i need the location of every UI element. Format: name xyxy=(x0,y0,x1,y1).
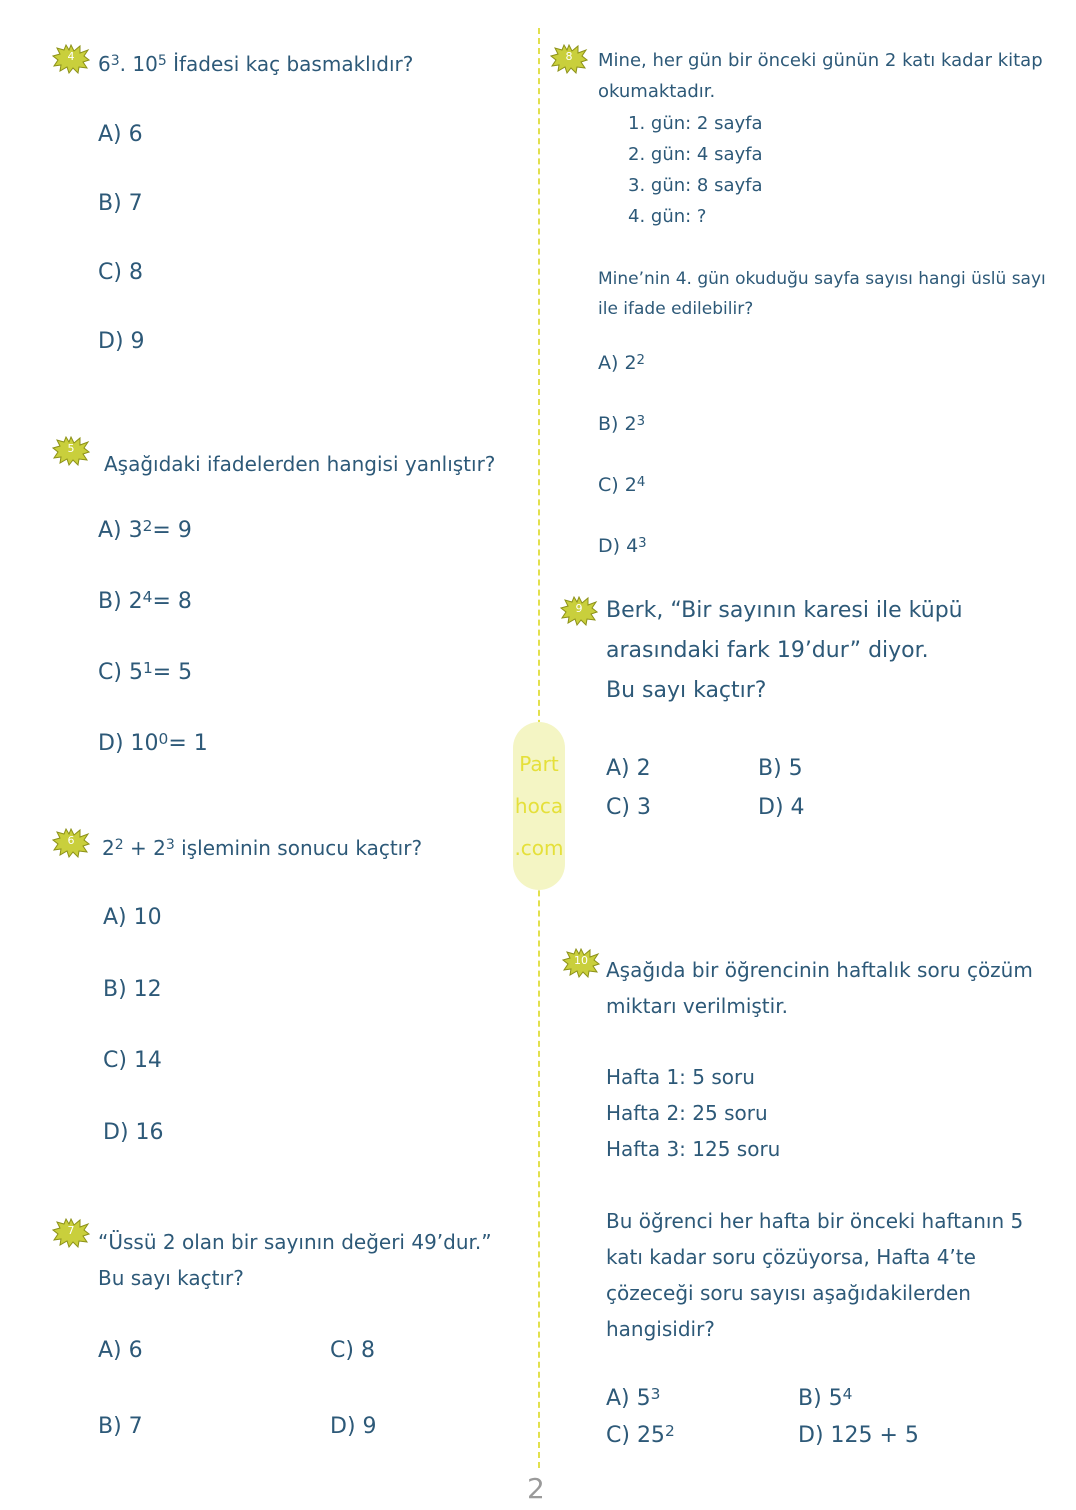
q10-b-exp: 4 xyxy=(842,1384,853,1403)
q4-base-b: 10 xyxy=(132,52,158,76)
q5-b-base: B) 2 xyxy=(98,589,143,614)
q8-c-base: C) 2 xyxy=(598,474,637,496)
logo-line-3: .com xyxy=(514,836,564,860)
q10-a-base: A) 5 xyxy=(606,1386,651,1411)
q9-option-d[interactable]: D) 4 xyxy=(758,795,805,820)
q4-exp-b: 5 xyxy=(157,53,167,70)
q8-day-4: 4. gün: ? xyxy=(628,206,707,227)
q10-c-base: C) 25 xyxy=(606,1423,665,1448)
q4-base-a: 6 xyxy=(98,52,111,76)
logo-line-1: Part xyxy=(519,752,559,776)
q8-day-3: 3. gün: 8 sayfa xyxy=(628,175,763,196)
question-9-number: 9 xyxy=(575,602,583,615)
q8-option-c[interactable] xyxy=(598,474,645,496)
question-6-number: 6 xyxy=(67,834,75,847)
q10-para-1: Bu öğrenci her hafta bir önceki haftanın 5 xyxy=(606,1209,1024,1233)
q8-line-1: Mine, her gün bir önceki günün 2 katı kadar kitap xyxy=(598,50,1043,71)
q5-c-result: = 5 xyxy=(152,660,193,685)
q10-option-c[interactable] xyxy=(606,1423,675,1448)
q5-a-base: A) 3 xyxy=(98,518,143,543)
q4-text: İfadesi kaç basmaklıdır? xyxy=(173,52,414,76)
question-10-number: 10 xyxy=(574,954,588,967)
q9-line-3: Bu sayı kaçtır? xyxy=(606,678,767,703)
q9-line-1: Berk, “Bir sayının karesi ile küpü xyxy=(606,598,963,623)
q8-line-2: okumaktadır. xyxy=(598,81,716,102)
q7-line-2: Bu sayı kaçtır? xyxy=(98,1266,244,1290)
q7-option-a[interactable]: A) 6 xyxy=(98,1338,143,1363)
q8-b-base: B) 2 xyxy=(598,413,637,435)
q10-para-2: katı kadar soru çözüyorsa, Hafta 4’te xyxy=(606,1245,976,1269)
q5-d-result: = 1 xyxy=(168,731,208,756)
question-4-stem xyxy=(98,52,413,76)
q5-a-result: = 9 xyxy=(152,518,192,543)
q7-option-c[interactable]: C) 8 xyxy=(330,1338,375,1363)
q8-option-d[interactable] xyxy=(598,535,647,557)
page-number: 2 xyxy=(527,1472,545,1505)
q10-option-a[interactable] xyxy=(606,1386,660,1411)
q8-day-1: 1. gün: 2 sayfa xyxy=(628,113,763,134)
q4-option-b[interactable]: B) 7 xyxy=(98,191,143,216)
q9-option-c[interactable]: C) 3 xyxy=(606,795,651,820)
q7-option-d[interactable]: D) 9 xyxy=(330,1414,377,1439)
question-6-stem xyxy=(102,836,422,860)
q8-b-exp: 3 xyxy=(636,413,646,429)
question-9-badge xyxy=(560,596,598,626)
q8-c-exp: 4 xyxy=(636,474,646,490)
q5-option-b[interactable] xyxy=(98,589,192,614)
q10-line-2: miktarı verilmiştir. xyxy=(606,994,788,1018)
q10-option-d[interactable]: D) 125 + 5 xyxy=(798,1423,919,1448)
q10-a-exp: 3 xyxy=(650,1384,661,1403)
q8-option-b[interactable] xyxy=(598,413,645,435)
q8-day-2: 2. gün: 4 sayfa xyxy=(628,144,763,165)
q6-text: işleminin sonucu kaçtır? xyxy=(181,836,423,860)
q5-option-c[interactable] xyxy=(98,660,192,685)
q5-option-a[interactable] xyxy=(98,518,192,543)
q6-option-d[interactable]: D) 16 xyxy=(103,1120,164,1145)
q6-option-a[interactable]: A) 10 xyxy=(103,905,162,930)
q5-b-exp: 4 xyxy=(142,587,153,606)
q9-line-2: arasındaki fark 19’dur” diyor. xyxy=(606,638,929,663)
q6-option-c[interactable]: C) 14 xyxy=(103,1048,162,1073)
q10-line-1: Aşağıda bir öğrencinin haftalık soru çözüm xyxy=(606,958,1033,982)
q5-text: Aşağıdaki ifadelerden hangisi yanlıştır? xyxy=(104,452,496,476)
q10-week-3: Hafta 3: 125 soru xyxy=(606,1137,781,1161)
q8-question-line-1: Mine’nin 4. gün okuduğu sayfa sayısı hangi üslü sayı xyxy=(598,269,1046,289)
q5-option-d[interactable] xyxy=(98,731,208,756)
q4-option-a[interactable]: A) 6 xyxy=(98,122,143,147)
q10-para-4: hangisidir? xyxy=(606,1317,715,1341)
question-6-badge xyxy=(52,828,90,858)
q8-d-exp: 3 xyxy=(638,535,647,551)
q4-option-d[interactable]: D) 9 xyxy=(98,329,145,354)
q5-d-exp: 0 xyxy=(158,729,169,748)
q8-option-a[interactable] xyxy=(598,352,645,374)
q5-d-base: D) 10 xyxy=(98,731,159,756)
q8-a-base: A) 2 xyxy=(598,352,637,374)
q6-base-b: 2 xyxy=(153,836,166,860)
q8-d-base: D) 4 xyxy=(598,535,639,557)
q5-c-base: C) 5 xyxy=(98,660,143,685)
q6-exp-b: 3 xyxy=(165,837,175,854)
q10-option-b[interactable] xyxy=(798,1386,852,1411)
q9-option-b[interactable]: B) 5 xyxy=(758,756,803,781)
question-8-badge xyxy=(550,44,588,74)
question-7-number: 7 xyxy=(67,1224,75,1237)
parthoca-logo xyxy=(513,722,565,890)
logo-line-2: hoca xyxy=(514,794,564,818)
question-7-badge xyxy=(52,1218,90,1248)
q6-option-b[interactable]: B) 12 xyxy=(103,977,162,1002)
q5-c-exp: 1 xyxy=(142,658,153,677)
question-5-number: 5 xyxy=(67,442,75,455)
q8-a-exp: 2 xyxy=(636,352,646,368)
q10-b-base: B) 5 xyxy=(798,1386,843,1411)
q7-option-b[interactable]: B) 7 xyxy=(98,1414,143,1439)
q10-week-2: Hafta 2: 25 soru xyxy=(606,1101,768,1125)
question-8-number: 8 xyxy=(565,50,573,63)
q10-week-1: Hafta 1: 5 soru xyxy=(606,1065,755,1089)
q5-a-exp: 2 xyxy=(142,516,153,535)
question-10-badge xyxy=(562,948,600,978)
q4-dot: . xyxy=(119,52,133,76)
q6-exp-a: 2 xyxy=(114,837,124,854)
question-5-badge xyxy=(52,436,90,466)
q5-b-result: = 8 xyxy=(152,589,192,614)
q7-line-1: “Üssü 2 olan bir sayının değeri 49’dur.” xyxy=(98,1230,492,1254)
question-4-number: 4 xyxy=(67,50,75,63)
q9-option-a[interactable]: A) 2 xyxy=(606,756,651,781)
q4-exp-a: 3 xyxy=(110,53,120,70)
question-4-badge xyxy=(52,44,90,74)
q4-option-c[interactable]: C) 8 xyxy=(98,260,143,285)
q6-plus: + xyxy=(123,836,154,860)
q10-para-3: çözeceği soru sayısı aşağıdakilerden xyxy=(606,1281,971,1305)
q10-c-exp: 2 xyxy=(664,1421,675,1440)
q6-base-a: 2 xyxy=(102,836,115,860)
q8-question-line-2: ile ifade edilebilir? xyxy=(598,299,754,319)
